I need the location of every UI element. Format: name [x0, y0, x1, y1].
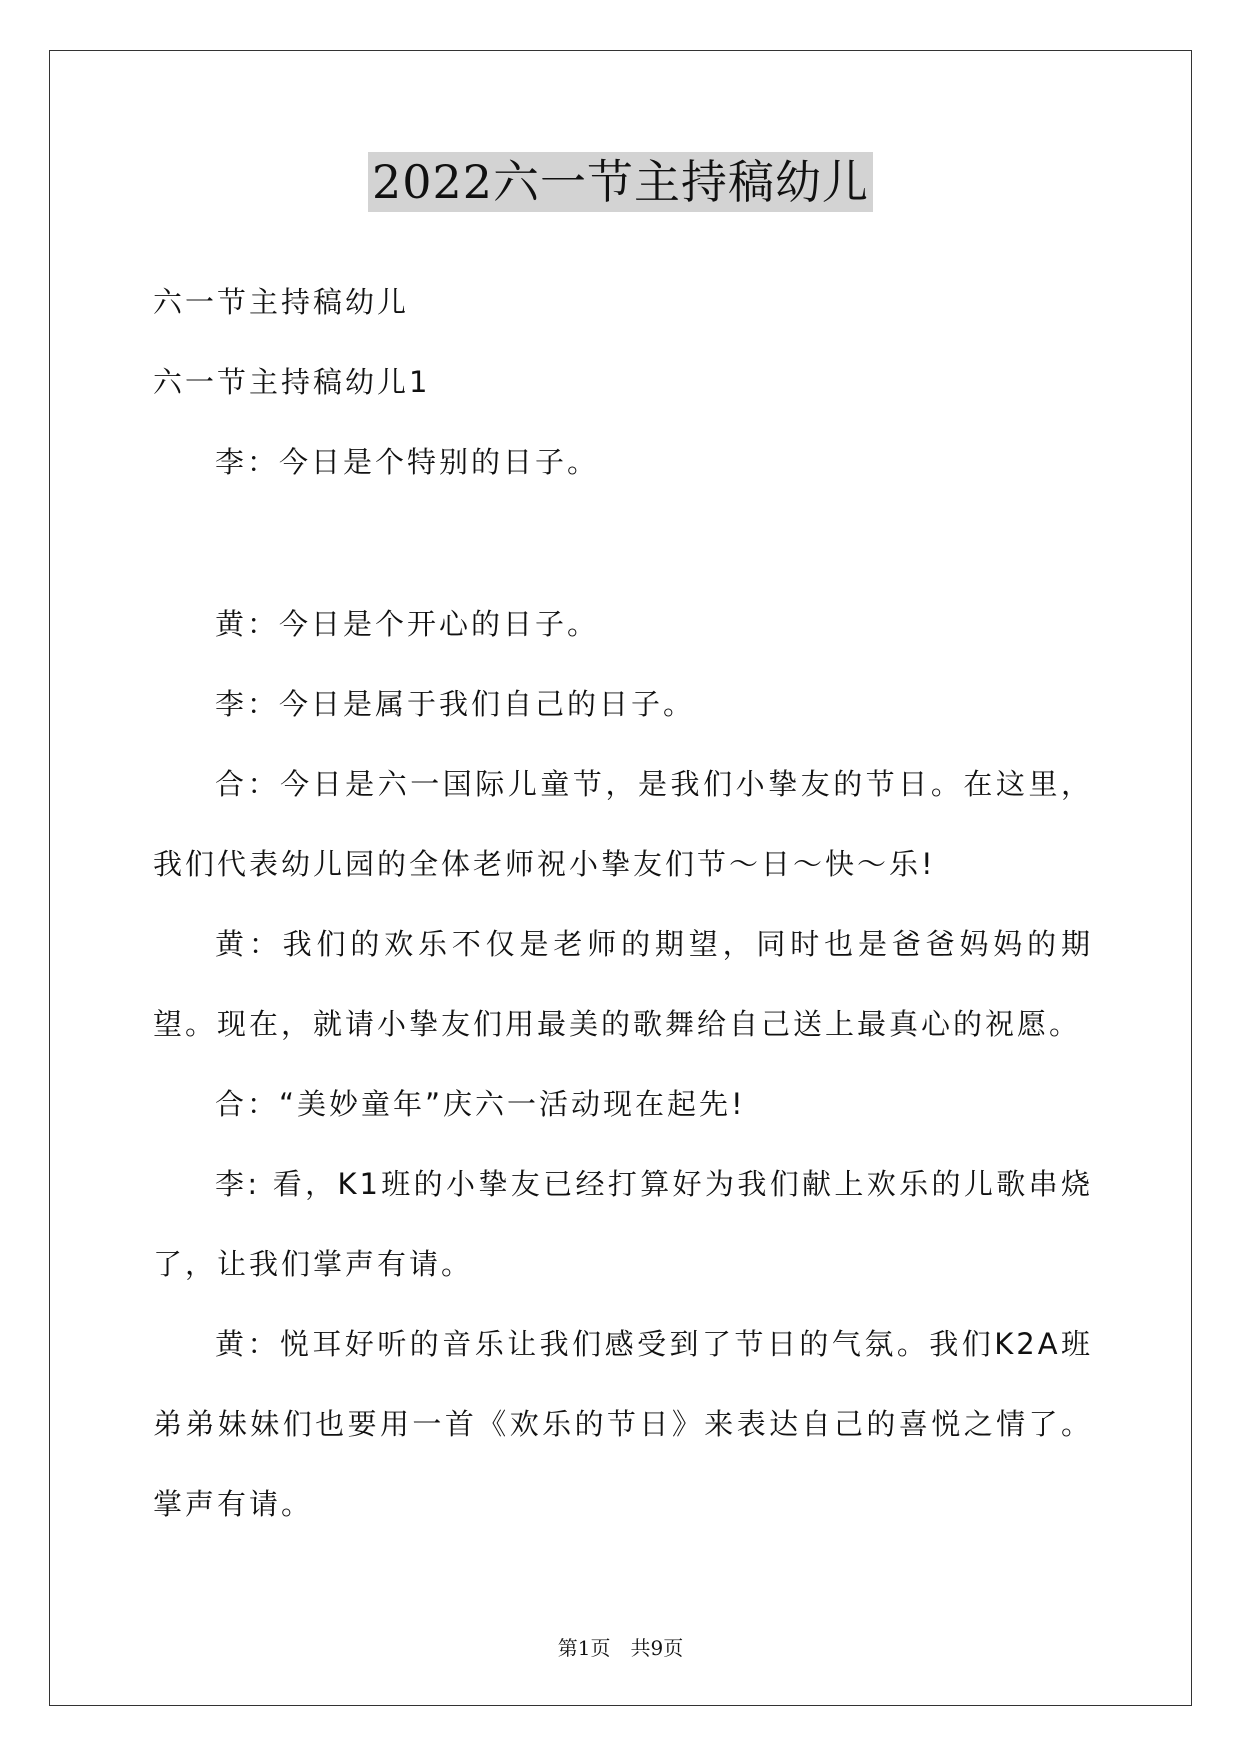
paragraph: 六一节主持稿幼儿 — [153, 285, 410, 319]
paragraph: 黄：悦耳好听的音乐让我们感受到了节日的气氛。我们K2A班弟弟妹妹们也要用一首《欢乐的节日》来表达自己的喜悦之情了。掌声有请。 — [153, 1327, 1093, 1521]
title-container — [0, 152, 1241, 212]
paragraph: 合：“美妙童年”庆六一活动现在起先! — [215, 1087, 746, 1121]
paragraph: 李: 看，K1班的小挚友已经打算好为我们献上欢乐的儿歌串烧了，让我们掌声有请。 — [153, 1167, 1093, 1281]
paragraph: 合：今日是六一国际儿童节，是我们小挚友的节日。在这里，我们代表幼儿园的全体老师祝小挚友们节～日～快～乐! — [153, 767, 1093, 881]
paragraph: 李：今日是属于我们自己的日子。 — [215, 687, 696, 721]
paragraph: 黄：今日是个开心的日子。 — [215, 607, 600, 641]
page-footer — [0, 1632, 1241, 1661]
paragraph-gap — [153, 502, 1093, 584]
paragraph: 李：今日是个特别的日子。 — [215, 445, 600, 479]
page-number: 第1页 共9页 — [557, 1636, 684, 1660]
document-body — [153, 262, 1093, 1544]
document-title: 2022六一节主持稿幼儿 — [368, 152, 873, 212]
paragraph: 黄：我们的欢乐不仅是老师的期望，同时也是爸爸妈妈的期望。现在，就请小挚友们用最美的歌舞给自己送上最真心的祝愿。 — [153, 927, 1093, 1041]
paragraph: 六一节主持稿幼儿1 — [153, 365, 431, 399]
